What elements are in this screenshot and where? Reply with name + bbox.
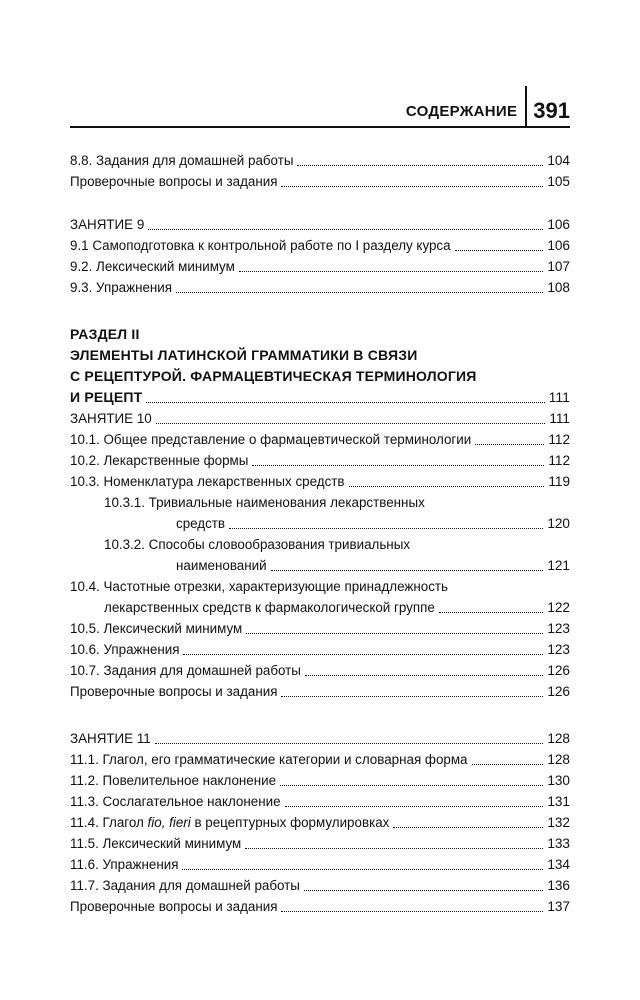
toc-entry-title-cont: средств bbox=[176, 516, 226, 531]
toc-entry-title: 10.6. Упражнения bbox=[70, 642, 180, 657]
toc-entry-title: 10.5. Лексический минимум bbox=[70, 621, 243, 636]
toc-entry[interactable] bbox=[70, 833, 570, 854]
dot-leader bbox=[280, 785, 543, 786]
dot-leader bbox=[281, 911, 543, 912]
section-heading-line: РАЗДЕЛ II bbox=[70, 326, 140, 342]
toc-entry[interactable] bbox=[70, 450, 570, 471]
toc-entry[interactable] bbox=[70, 256, 570, 277]
toc-entry-page: 108 bbox=[547, 280, 570, 295]
section-heading-line: И РЕЦЕПТ bbox=[70, 389, 143, 405]
dot-leader bbox=[281, 696, 543, 697]
table-of-contents bbox=[70, 150, 570, 917]
toc-entry-page: 130 bbox=[547, 773, 570, 788]
toc-entry[interactable] bbox=[70, 854, 570, 875]
dot-leader bbox=[156, 423, 546, 424]
toc-entry-sub[interactable] bbox=[70, 492, 570, 534]
dot-leader bbox=[305, 675, 543, 676]
toc-entry-title: 10.3. Номенклатура лекарственных средств bbox=[70, 474, 345, 489]
toc-entry-page: 105 bbox=[547, 174, 570, 189]
dot-leader bbox=[229, 528, 543, 529]
toc-entry-title bbox=[70, 812, 389, 833]
dot-leader bbox=[297, 165, 543, 166]
toc-entry-page: 137 bbox=[547, 899, 570, 914]
toc-entry[interactable] bbox=[70, 681, 570, 702]
toc-entry[interactable] bbox=[70, 749, 570, 770]
toc-entry-page: 131 bbox=[547, 794, 570, 809]
dot-leader bbox=[239, 271, 544, 272]
dot-leader bbox=[472, 764, 544, 765]
toc-entry[interactable] bbox=[70, 875, 570, 896]
dot-leader bbox=[455, 250, 544, 251]
toc-entry-title: 11.3. Сослагательное наклонение bbox=[70, 794, 281, 809]
toc-entry-title: 9.3. Упражнения bbox=[70, 280, 173, 295]
dot-leader bbox=[245, 848, 543, 849]
dot-leader bbox=[304, 890, 543, 891]
dot-leader bbox=[439, 612, 543, 613]
section-heading-line: ЭЛЕМЕНТЫ ЛАТИНСКОЙ ГРАММАТИКИ В СВЯЗИ bbox=[70, 347, 418, 363]
spacer bbox=[70, 298, 570, 324]
toc-entry-title: ЗАНЯТИЕ 9 bbox=[70, 217, 145, 232]
toc-entry-page: 123 bbox=[547, 621, 570, 636]
toc-entry[interactable] bbox=[70, 639, 570, 660]
page-number: 391 bbox=[533, 98, 570, 123]
toc-entry-page: 132 bbox=[547, 815, 570, 830]
toc-entry-page: 106 bbox=[547, 217, 570, 232]
toc-entry-title: 11.5. Лексический минимум bbox=[70, 836, 242, 851]
toc-entry-title: Проверочные вопросы и задания bbox=[70, 174, 278, 189]
toc-entry[interactable] bbox=[70, 791, 570, 812]
toc-entry-page: 111 bbox=[548, 390, 570, 405]
toc-entry-lesson[interactable] bbox=[70, 214, 570, 235]
toc-entry-title: ЗАНЯТИЕ 10 bbox=[70, 411, 152, 426]
toc-entry-title: 10.7. Задания для домашней работы bbox=[70, 663, 301, 678]
dot-leader bbox=[393, 827, 543, 828]
toc-entry-title: 10.4. Частотные отрезки, характеризующие принадлежность bbox=[70, 579, 449, 594]
toc-entry-title-cont: наименований bbox=[176, 558, 267, 573]
toc-entry-title: 11.7. Задания для домашней работы bbox=[70, 878, 300, 893]
toc-entry[interactable] bbox=[70, 235, 570, 256]
toc-entry-title: Проверочные вопросы и задания bbox=[70, 684, 278, 699]
toc-entry-title: 10.3.2. Способы словообразования тривиальных bbox=[104, 537, 411, 552]
toc-entry-title: 11.2. Повелительное наклонение bbox=[70, 773, 277, 788]
dot-leader bbox=[285, 806, 544, 807]
spacer bbox=[70, 702, 570, 728]
dot-leader bbox=[155, 743, 544, 744]
toc-entry[interactable] bbox=[70, 812, 570, 833]
toc-entry-page: 106 bbox=[547, 238, 570, 253]
toc-entry-page: 107 bbox=[547, 259, 570, 274]
toc-section-heading[interactable] bbox=[70, 324, 570, 408]
toc-entry-page: 121 bbox=[547, 558, 570, 573]
dot-leader bbox=[183, 654, 543, 655]
toc-entry[interactable] bbox=[70, 171, 570, 192]
toc-entry-title: 10.1. Общее представление о фармацевтической терминологии bbox=[70, 432, 472, 447]
toc-entry-title: 11.6. Упражнения bbox=[70, 857, 179, 872]
toc-entry-page: 123 bbox=[547, 642, 570, 657]
toc-entry-page: 104 bbox=[547, 153, 570, 168]
header-rule bbox=[70, 126, 570, 128]
toc-entry-title-part: в рецептурных формулировках bbox=[190, 815, 390, 830]
toc-entry[interactable] bbox=[70, 576, 570, 618]
toc-entry-title: 9.1 Самоподготовка к контрольной работе по I разделу курса bbox=[70, 238, 451, 253]
toc-entry-lesson[interactable] bbox=[70, 408, 570, 429]
dot-leader bbox=[182, 869, 543, 870]
toc-entry[interactable] bbox=[70, 429, 570, 450]
dot-leader bbox=[281, 186, 543, 187]
header-divider bbox=[525, 86, 527, 126]
toc-entry-page: 112 bbox=[548, 432, 570, 447]
toc-entry-page: 119 bbox=[548, 474, 570, 489]
dot-leader bbox=[176, 292, 543, 293]
toc-entry-title: 10.2. Лекарственные формы bbox=[70, 453, 249, 468]
toc-entry-lesson[interactable] bbox=[70, 728, 570, 749]
toc-entry-page: 126 bbox=[547, 663, 570, 678]
toc-entry-title-part: 11.4. Глагол bbox=[70, 815, 148, 830]
toc-entry[interactable] bbox=[70, 471, 570, 492]
dot-leader bbox=[148, 229, 543, 230]
toc-entry-title: 9.2. Лексический минимум bbox=[70, 259, 235, 274]
toc-entry-title: 10.3.1. Тривиальные наименования лекарственных bbox=[104, 495, 425, 510]
toc-entry-page: 133 bbox=[547, 836, 570, 851]
dot-leader bbox=[252, 465, 544, 466]
toc-entry-title: 11.1. Глагол, его грамматические категории и словарная форма bbox=[70, 752, 468, 767]
toc-entry[interactable] bbox=[70, 770, 570, 791]
toc-entry-page: 120 bbox=[547, 516, 570, 531]
dot-leader bbox=[271, 570, 544, 571]
toc-entry-title: Проверочные вопросы и задания bbox=[70, 899, 278, 914]
toc-entry[interactable] bbox=[70, 896, 570, 917]
section-heading-line: С РЕЦЕПТУРОЙ. ФАРМАЦЕВТИЧЕСКАЯ ТЕРМИНОЛОГИЯ bbox=[70, 368, 477, 384]
running-header bbox=[406, 82, 570, 126]
toc-entry-page: 128 bbox=[547, 731, 570, 746]
toc-entry[interactable] bbox=[70, 618, 570, 639]
dot-leader bbox=[349, 486, 545, 487]
spacer bbox=[70, 192, 570, 214]
toc-entry-page: 111 bbox=[549, 411, 570, 426]
toc-entry[interactable] bbox=[70, 277, 570, 298]
toc-entry-page: 112 bbox=[548, 453, 570, 468]
toc-entry-page: 128 bbox=[547, 752, 570, 767]
toc-entry-page: 126 bbox=[547, 684, 570, 699]
dot-leader bbox=[475, 444, 544, 445]
toc-entry-sub[interactable] bbox=[70, 534, 570, 576]
running-header-title: СОДЕРЖАНИЕ bbox=[405, 103, 518, 120]
dot-leader bbox=[146, 402, 544, 403]
latin-verb-italic: fio, fieri bbox=[147, 815, 191, 830]
toc-entry-page: 134 bbox=[547, 857, 570, 872]
toc-entry-title: 8.8. Задания для домашней работы bbox=[70, 153, 294, 168]
toc-entry[interactable] bbox=[70, 150, 570, 171]
toc-entry-title-cont: лекарственных средств к фармакологической группе bbox=[104, 600, 435, 615]
dot-leader bbox=[246, 633, 543, 634]
toc-entry-page: 122 bbox=[547, 600, 570, 615]
toc-entry-title: ЗАНЯТИЕ 11 bbox=[70, 731, 151, 746]
toc-entry-page: 136 bbox=[547, 878, 570, 893]
toc-entry[interactable] bbox=[70, 660, 570, 681]
